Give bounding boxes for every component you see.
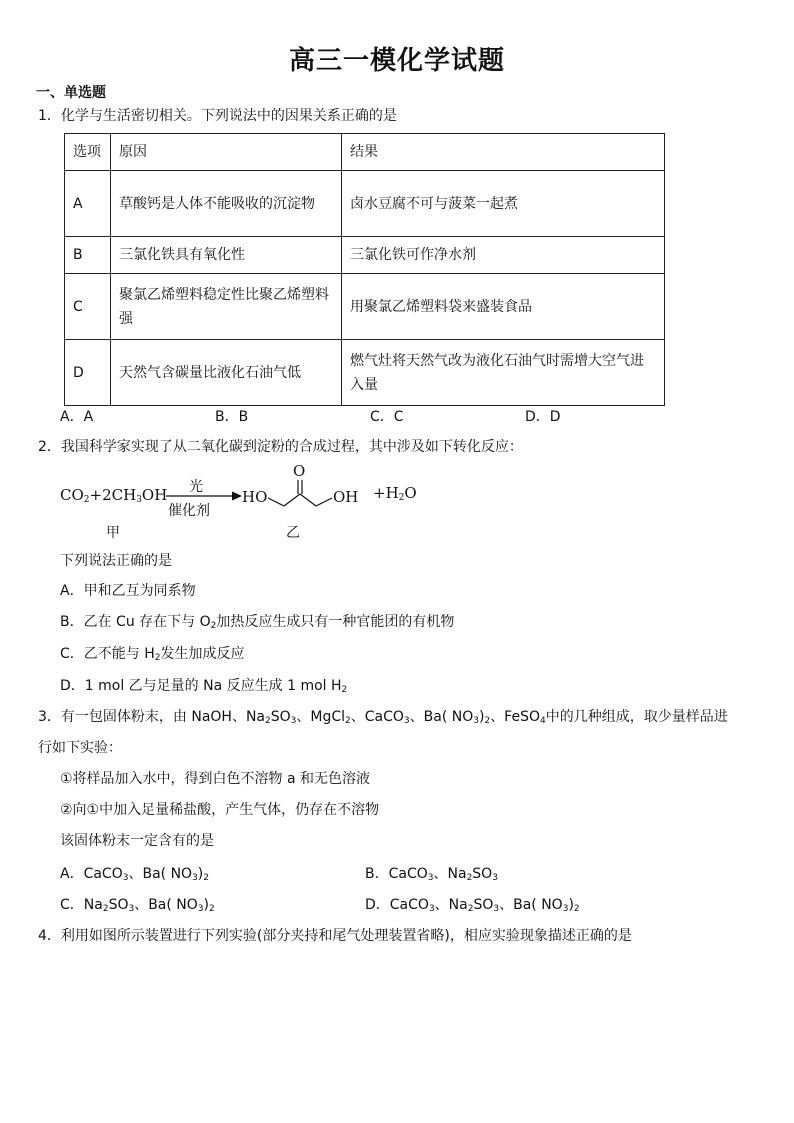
table-cell-option: D	[65, 340, 111, 406]
option-b[interactable]: B．B	[215, 409, 249, 425]
question-3-step-1: ①将样品加入水中，得到白色不溶物 a 和无色溶液	[60, 771, 371, 787]
ho-group: HO	[242, 488, 268, 506]
table-cell-cause: 聚氯乙烯塑料稳定性比聚乙烯塑料强	[111, 274, 342, 340]
table-row	[65, 274, 665, 340]
table-cell-option: A	[65, 171, 111, 237]
option-a[interactable]: A．甲和乙互为同系物	[60, 583, 196, 599]
table-header-row	[65, 134, 665, 171]
oh-group: OH	[333, 488, 359, 506]
question-1-table	[64, 133, 665, 406]
question-3-options-row-1	[60, 863, 498, 883]
condition-catalyst: 催化剂	[168, 503, 210, 519]
question-2-stem: 2．我国科学家实现了从二氧化碳到淀粉的合成过程，其中涉及如下转化反应：	[38, 439, 523, 455]
table-row	[65, 237, 665, 274]
option-d[interactable]: D．CaCO$_3$、$Na_2SO_3$、Ba( $NO_3)_2$	[365, 897, 580, 914]
section-heading: 一、单选题	[36, 85, 106, 101]
question-3-substem: 该固体粉末一定含有的是	[60, 833, 214, 849]
question-3-options-row-2	[60, 894, 580, 914]
table-cell-cause: 草酸钙是人体不能吸收的沉淀物	[111, 171, 342, 237]
table-row	[65, 171, 665, 237]
option-a[interactable]: A．CaCO$_3$、Ba( $NO_3)_2$	[60, 866, 209, 883]
table-cell-result: 卤水豆腐不可与菠菜一起煮	[342, 171, 665, 237]
option-d[interactable]: D．1 mol 乙与足量的 Na 反应生成 1 mol $H_2$	[60, 678, 348, 695]
question-3-stem-line1: 3．有一包固体粉末，由 NaOH、$Na_2SO_3$、MgCl$_2$、CaCO$_3$、Ba( $NO_3)_2$、FeSO$_4$中的几种组成，取少量样品进	[38, 709, 728, 726]
table-header-cell: 选项	[65, 134, 111, 171]
question-1-options	[60, 406, 700, 426]
label-yi: 乙	[286, 525, 300, 541]
water-product: $+H_2O$	[373, 484, 417, 503]
label-jia: 甲	[106, 525, 120, 541]
option-d[interactable]: D．D	[525, 409, 561, 425]
option-c[interactable]: C．乙不能与 $H_2$发生加成反应	[60, 646, 245, 663]
question-2-substem: 下列说法正确的是	[60, 553, 172, 569]
table-cell-cause: 三氯化铁具有氧化性	[111, 237, 342, 274]
option-b[interactable]: B．乙在 Cu 存在下与 $O_2$加热反应生成只有一种官能团的有机物	[60, 614, 455, 631]
option-b[interactable]: B．CaCO$_3$、$Na_2SO_3$	[365, 866, 498, 883]
question-4-stem: 4．利用如图所示装置进行下列实验(部分夹持和尾气处理装置省略)，相应实验现象描述正确的是	[38, 928, 632, 944]
option-c[interactable]: C．C	[370, 409, 404, 425]
table-cell-option: C	[65, 274, 111, 340]
option-a[interactable]: A．A	[60, 409, 94, 425]
table-header-cell: 原因	[111, 134, 342, 171]
table-row	[65, 340, 665, 406]
question-3-step-2: ②向①中加入足量稀盐酸，产生气体，仍存在不溶物	[60, 802, 380, 818]
question-3-stem-line2: 行如下实验：	[38, 740, 122, 756]
table-header-cell: 结果	[342, 134, 665, 171]
carbonyl-oxygen: O	[293, 462, 306, 480]
table-cell-result: 用聚氯乙烯塑料袋来盛装食品	[342, 274, 665, 340]
reactants: $CO_2+2CH_3OH$	[60, 486, 168, 505]
table-cell-result: 三氯化铁可作净水剂	[342, 237, 665, 274]
option-c[interactable]: C．$Na_2SO_3$、Ba( $NO_3)_2$	[60, 897, 215, 914]
question-1-stem: 1．化学与生活密切相关。下列说法中的因果关系正确的是	[38, 108, 397, 124]
table-cell-option: B	[65, 237, 111, 274]
table-cell-cause: 天然气含碳量比液化石油气低	[111, 340, 342, 406]
page-title: 高三一模化学试题	[288, 46, 505, 76]
condition-light: 光	[189, 479, 203, 495]
reaction-diagram	[60, 462, 440, 542]
table-cell-result: 燃气灶将天然气改为液化石油气时需增大空气进入量	[342, 340, 665, 406]
